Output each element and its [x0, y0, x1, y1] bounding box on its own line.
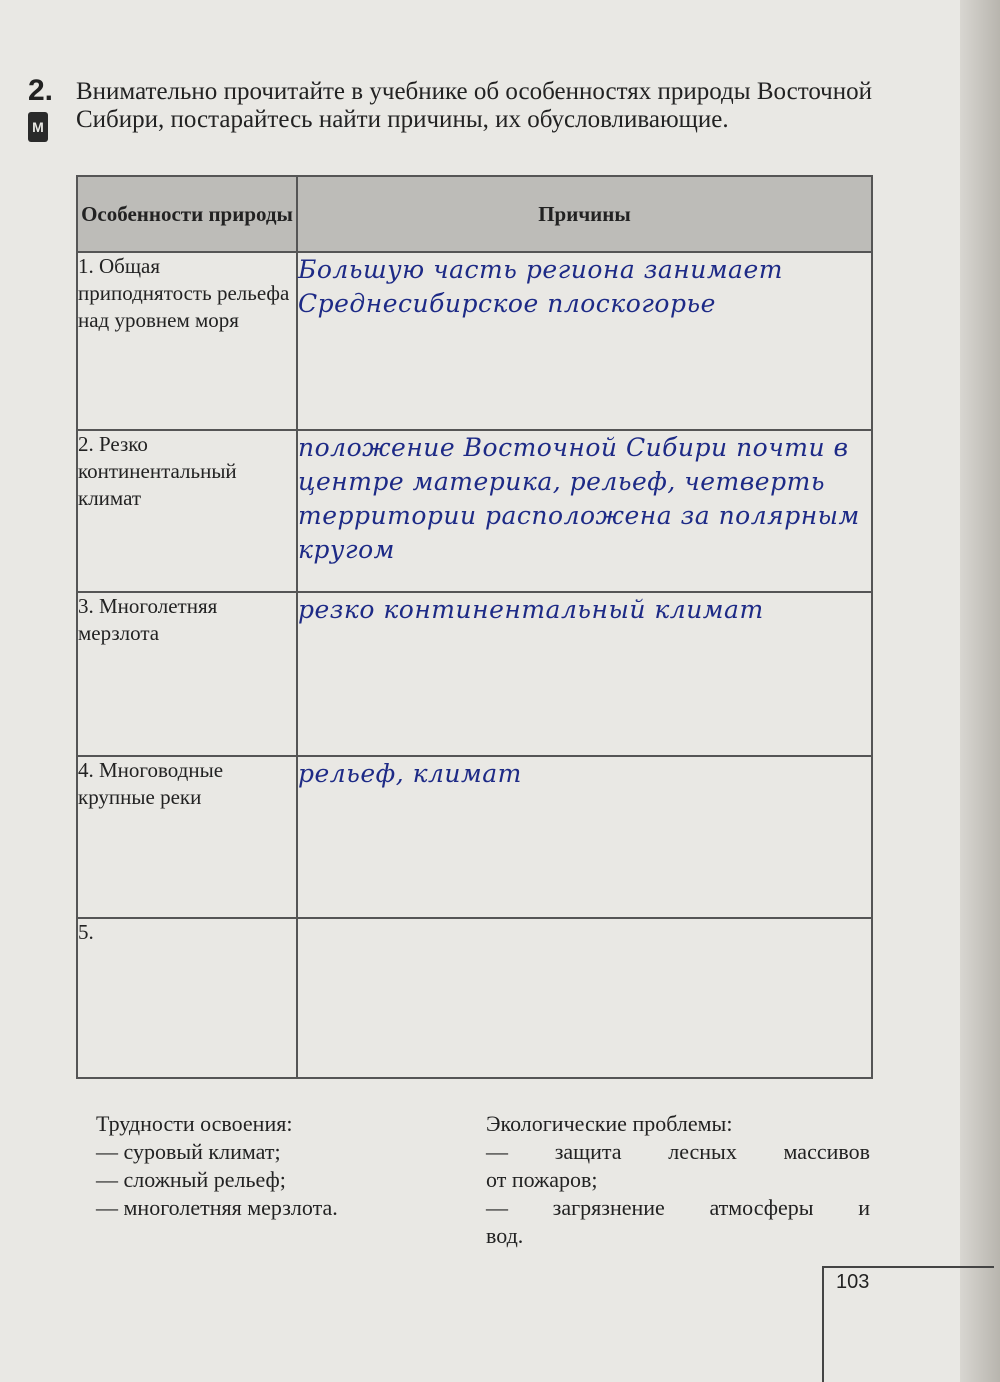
eco-title: Экологические проблемы: — [486, 1111, 733, 1136]
table-row — [77, 756, 872, 918]
table-row — [77, 592, 872, 756]
table-header-row — [77, 176, 872, 252]
header-causes: Причины — [297, 176, 872, 252]
cause-cell-handwritten[interactable]: Большую часть региона занимает Среднесибирское плоскогорье — [297, 252, 872, 430]
task-instruction: Внимательно прочитайте в учебнике об особенностях природы Восточной Сибири, постарайтесь найти причины, их обусловливающие. — [76, 78, 872, 133]
task-badge-icon: M — [28, 112, 48, 142]
difficulties-title: Трудности освоения: — [96, 1111, 293, 1136]
cause-cell-empty[interactable] — [297, 918, 872, 1078]
eco-problems-block — [486, 1110, 870, 1250]
feature-cell: 3. Многолетняя мерзлота — [77, 592, 297, 756]
cause-cell-handwritten[interactable]: рельеф, климат — [297, 756, 872, 918]
list-item: вод. — [486, 1223, 524, 1248]
table-row — [77, 918, 872, 1078]
difficulties-block — [96, 1110, 456, 1222]
cause-cell-handwritten[interactable]: резко континентальный климат — [297, 592, 872, 756]
list-item: от пожаров; — [486, 1167, 598, 1192]
list-item: — защита лесных массивов — [486, 1139, 870, 1164]
cause-cell-handwritten[interactable]: положение Восточной Сибири почти в центре материка, рельеф, четверть территории расположена за полярным кругом — [297, 430, 872, 592]
list-item: — сложный рельеф; — [96, 1167, 286, 1192]
page-edge-shadow — [960, 0, 1000, 1382]
page-number: 103 — [836, 1271, 870, 1293]
feature-cell: 2. Резко континентальный климат — [77, 430, 297, 592]
feature-cell: 5. — [77, 918, 297, 1078]
list-item: — многолетняя мерзлота. — [96, 1195, 338, 1220]
header-features: Особенности природы — [77, 176, 297, 252]
features-causes-table — [76, 175, 873, 1079]
task-number: 2. — [28, 74, 54, 107]
feature-cell: 1. Общая приподнятость рельефа над уровнем моря — [77, 252, 297, 430]
table-row — [77, 252, 872, 430]
list-item: — загрязнение атмосферы и — [486, 1195, 870, 1220]
table-row — [77, 430, 872, 592]
list-item: — суровый климат; — [96, 1139, 281, 1164]
feature-cell: 4. Многоводные крупные реки — [77, 756, 297, 918]
